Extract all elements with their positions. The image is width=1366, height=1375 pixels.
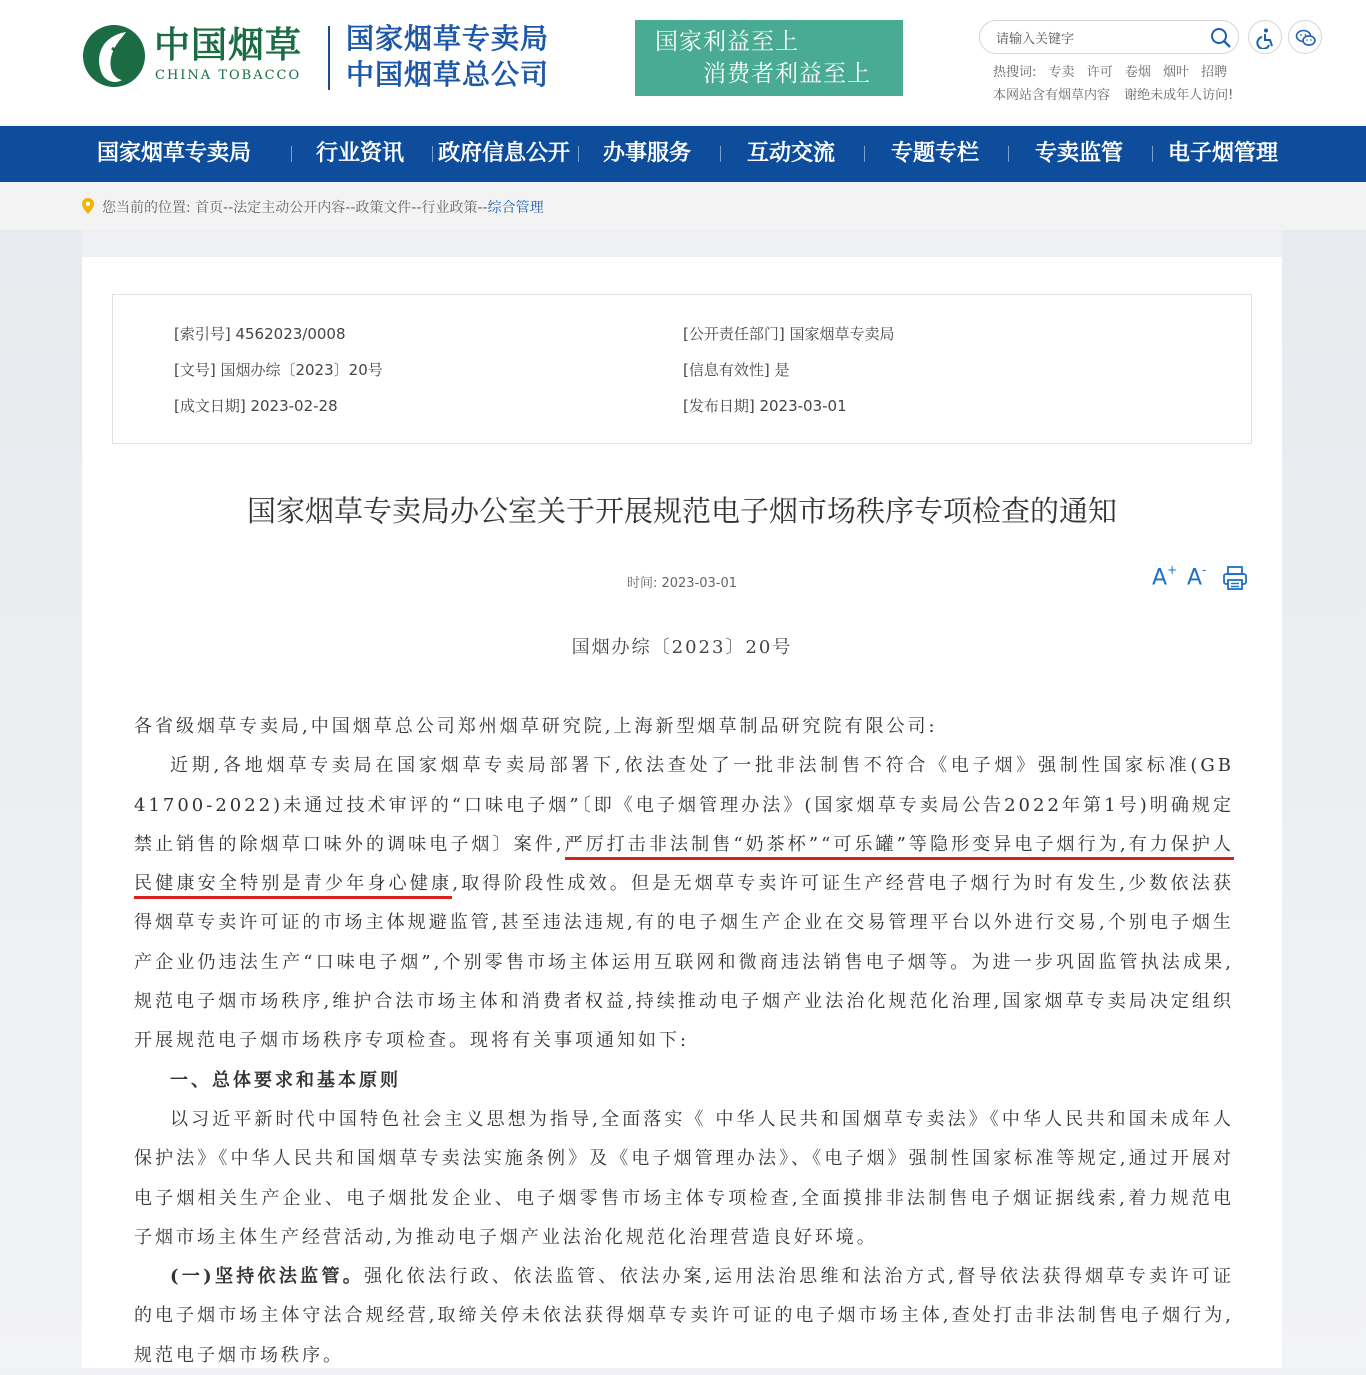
paragraph-text: 近期,各地烟草专卖局在国家烟草专卖局部署下,依法查处了一批非法制售不符合《电子烟》强制性国家标准(GB 41700-2022)未通过技术审评的“口味电子烟”〔即《电子烟管理办法》(国家烟草专卖局公告2022年第1号)明确规定禁止销售的除烟草口味外的调味电子烟〕案件, [134, 755, 1234, 855]
nav-item-interaction[interactable]: 互动交流 [747, 141, 836, 166]
meta-validity: [信息有效性] 是 [683, 361, 790, 379]
org-name-line2: 中国烟草总公司 [346, 58, 550, 91]
site-header [0, 0, 1366, 126]
meta-responsible-dept: [公开责任部门] 国家烟草专卖局 [683, 325, 895, 343]
section-heading: 一、总体要求和基本原则 [170, 1069, 401, 1091]
article-card [82, 257, 1282, 1368]
nav-separator [1008, 146, 1009, 162]
meta-written-date: [成文日期] 2023-02-28 [174, 397, 338, 415]
hot-search-label: 热搜词: [993, 65, 1037, 80]
font-increase-button[interactable]: A+ [1152, 563, 1178, 591]
paragraph-text: ,取得阶段性成效。但是无烟草专卖许可证生产经营电子烟行为时有发生,少数依法获得烟草专卖许可证的市场主体规避监管,甚至违法违规,有的电子烟生产企业在交易管理平台以外进行交易,个别电子烟生产企业仍违法生产“口味电子烟”,个别零售市场主体运用互联网和微商违法销售电子烟等。为进一步巩固监管执法成果,规范电子烟市场秩序,维护合法市场主体和消费者权益,持续推动电子烟产业法治化规范化治理,国家烟草专卖局决定组织开展规范电子烟市场秩序专项检查。现将有关事项通知如下: [134, 873, 1234, 1052]
minor-access-notice: 谢绝未成年人访问! [1124, 88, 1234, 103]
wechat-icon [1295, 27, 1317, 49]
nav-item-tobacco-bureau[interactable]: 国家烟草专卖局 [97, 141, 252, 166]
nav-separator [1152, 146, 1153, 162]
nav-item-topics[interactable]: 专题专栏 [891, 141, 980, 166]
page-background-left [0, 230, 82, 1368]
font-decrease-label: A [1187, 565, 1203, 591]
tobacco-content-notice: 本网站含有烟草内容 [993, 88, 1111, 103]
logo-divider [328, 26, 330, 90]
accessibility-icon [1255, 27, 1277, 49]
nav-separator [720, 146, 721, 162]
publish-time: 时间: 2023-03-01 [626, 576, 738, 591]
font-increase-label: A [1152, 565, 1168, 591]
hot-search-words [993, 61, 1235, 80]
paragraph-intro [134, 746, 1234, 1060]
subsection-heading: (一)坚持依法监管。 [170, 1266, 365, 1288]
paragraph-lawful-supervision [134, 1257, 1234, 1375]
paragraph-text: 强化依法行政、依法监管、依法办案,运用法治思维和法治方式,督导依法获得烟草专卖许可证的电子烟市场主体守法合规经营,取缔关停未依法获得烟草专卖许可证的电子烟市场主体,查处打击非法制售电子烟行为,规范电子烟市场秩序。 [134, 1266, 1234, 1366]
document-number: 国烟办综〔2023〕20号 [571, 637, 793, 658]
nav-separator [432, 146, 433, 162]
page-background-right [1282, 230, 1366, 1368]
main-nav [0, 126, 1366, 182]
slogan-line2: 消费者利益至上 [703, 61, 871, 87]
minor-notice [993, 84, 1243, 103]
hot-word[interactable]: 卷烟 [1124, 65, 1151, 80]
nav-item-monopoly-supervision[interactable]: 专卖监管 [1035, 141, 1124, 166]
article-body [134, 707, 1234, 1375]
breadcrumb [0, 182, 1366, 230]
logo-chinese-text: 中国烟草 [154, 25, 303, 66]
page-title: 国家烟草专卖局办公室关于开展规范电子烟市场秩序专项检查的通知 [246, 494, 1117, 528]
hot-word[interactable]: 烟叶 [1163, 65, 1190, 80]
nav-item-gov-info[interactable]: 政府信息公开 [438, 141, 571, 166]
nav-item-services[interactable]: 办事服务 [603, 141, 692, 166]
logo-english-text: CHINA TOBACCO [155, 68, 302, 83]
site-logo[interactable] [82, 20, 562, 96]
document-meta-box [112, 294, 1252, 444]
hot-word[interactable]: 招聘 [1201, 65, 1228, 80]
meta-index-no: [索引号] 4562023/0008 [174, 325, 346, 343]
nav-separator [291, 146, 292, 162]
tobacco-leaf-logo-icon [82, 22, 146, 90]
breadcrumb-current[interactable]: 综合管理 [487, 200, 544, 216]
search-input[interactable] [994, 27, 1198, 49]
nav-item-ecig-management[interactable]: 电子烟管理 [1168, 141, 1279, 166]
nav-item-industry-news[interactable]: 行业资讯 [316, 141, 405, 166]
font-decrease-button[interactable]: A- [1187, 563, 1207, 591]
nav-separator [578, 146, 579, 162]
slogan-line1: 国家利益至上 [655, 29, 799, 55]
wechat-button[interactable] [1288, 20, 1322, 54]
search-icon[interactable] [1210, 27, 1232, 49]
hot-word[interactable]: 许可 [1086, 65, 1113, 80]
location-pin-icon [82, 198, 94, 214]
org-name-line1: 国家烟草专卖局 [346, 22, 550, 55]
hot-word[interactable]: 专卖 [1048, 65, 1075, 80]
meta-doc-no: [文号] 国烟办综〔2023〕20号 [174, 361, 383, 379]
breadcrumb-prefix: 您当前的位置: [102, 200, 191, 216]
slogan-banner [635, 20, 903, 96]
paragraph-principles: 以习近平新时代中国特色社会主义思想为指导,全面落实《 中华人民共和国烟草专卖法》《中华人民共和国未成年人保护法》《中华人民共和国烟草专卖法实施条例》及《电子烟管理办法》、《电子烟》强制性国家标准等规定,通过开展对电子烟相关生产企业、电子烟批发企业、电子烟零售市场主体专项检查,全面摸排非法制售电子烟证据线索,着力规范电子烟市场主体生产经营活动,为推动电子烟产业法治化规范化治理营造良好环境。 [134, 1108, 1234, 1248]
nav-separator [864, 146, 865, 162]
highlighted-text: 严厉打击非法制售“奶茶杯”“可乐罐”等隐形变异电子烟行为,有力保护人民健康安全特别是青少年身心健康 [134, 834, 1234, 899]
breadcrumb-path[interactable]: 首页--法定主动公开内容--政策文件--行业政策-- [195, 200, 488, 216]
print-icon[interactable] [1222, 565, 1248, 591]
meta-publish-date: [发布日期] 2023-03-01 [683, 397, 847, 415]
accessibility-button[interactable] [1248, 20, 1282, 54]
addressee: 各省级烟草专卖局,中国烟草总公司郑州烟草研究院,上海新型烟草制品研究院有限公司: [134, 716, 938, 737]
search-box [979, 20, 1239, 54]
